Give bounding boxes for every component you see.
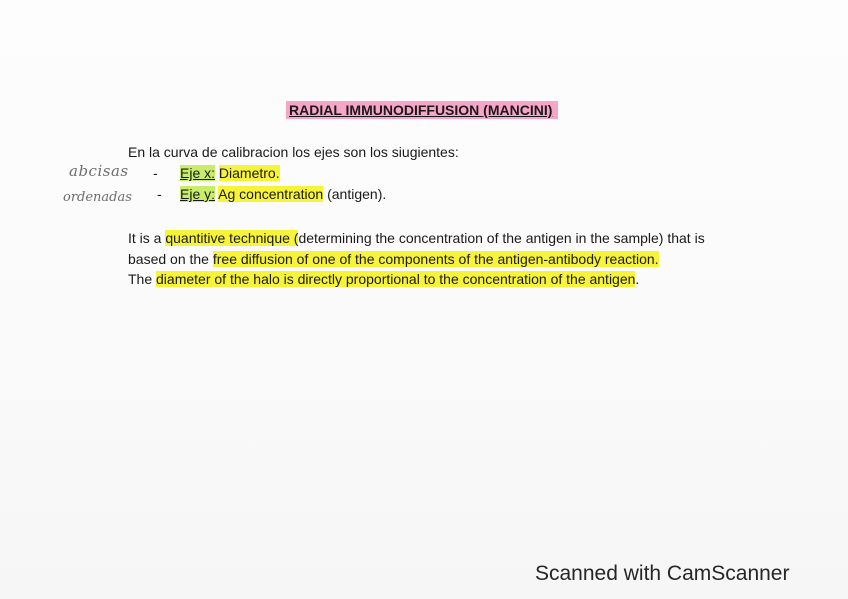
paragraph-diameter bbox=[128, 269, 728, 290]
axis-x-line bbox=[180, 165, 280, 181]
highlight-run: quantitive technique ( bbox=[165, 230, 299, 246]
bullet-dash: - bbox=[153, 165, 158, 181]
paragraph-technique bbox=[128, 228, 728, 269]
axis-y-suffix: (antigen). bbox=[327, 186, 387, 202]
text-run: The bbox=[128, 271, 157, 287]
document-title: RADIAL IMMUNODIFFUSION (MANCINI) bbox=[286, 101, 558, 119]
intro-text: En la curva de calibracion los ejes son los siugientes: bbox=[128, 144, 459, 160]
handwritten-abscissa-note: abcisas bbox=[69, 162, 129, 180]
text-run: It is a bbox=[128, 230, 166, 246]
highlight-run: diameter of the halo is directly proportional to the concentration of the antigen bbox=[156, 271, 636, 287]
axis-x-label: Eje x: bbox=[180, 165, 216, 181]
axis-y-value: Ag concentration bbox=[218, 186, 324, 202]
text-run: determining the concentration of the antigen in the sample) that is based on the bbox=[128, 230, 705, 267]
text-run: . bbox=[635, 271, 640, 287]
axis-x-value: Diametro. bbox=[218, 165, 280, 181]
camscanner-watermark: Scanned with CamScanner bbox=[535, 562, 790, 585]
handwritten-ordinate-note: ordenadas bbox=[63, 190, 132, 205]
body-paragraphs bbox=[128, 228, 728, 290]
bullet-dash: - bbox=[157, 186, 162, 202]
axis-y-line bbox=[180, 186, 386, 202]
axis-y-label: Eje y: bbox=[180, 186, 216, 202]
highlight-run: free diffusion of one of the components of the antigen-antibody reaction. bbox=[212, 250, 659, 267]
